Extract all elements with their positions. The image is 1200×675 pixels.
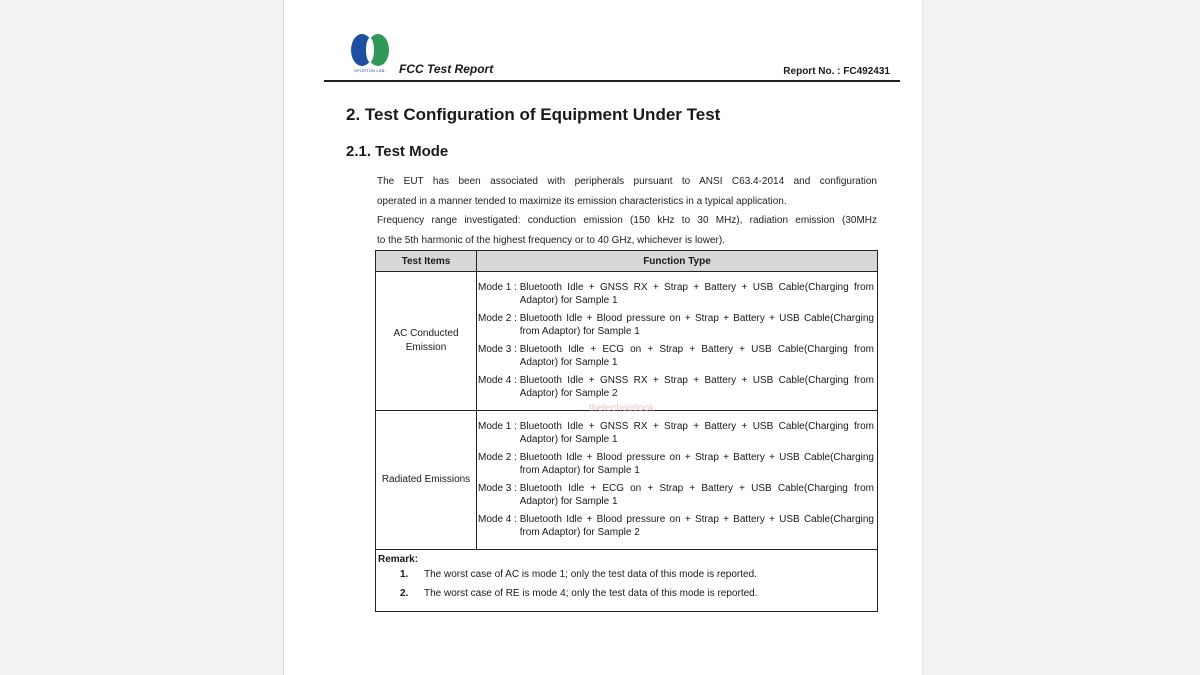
remark-cell xyxy=(376,550,878,612)
remark-title: Remark: xyxy=(378,554,419,565)
remark-number: 2. xyxy=(400,588,409,599)
mode-prefix: Mode 4 : xyxy=(478,374,517,386)
watermark: thetechoutlook xyxy=(589,403,655,414)
subsection-title: 2.1. Test Mode xyxy=(346,143,449,160)
test-item-radiated: Radiated Emissions xyxy=(376,411,477,550)
mode-entry xyxy=(478,513,874,539)
mode-prefix: Mode 3 : xyxy=(478,482,517,494)
remark-number: 1. xyxy=(400,569,409,580)
mode-text: Bluetooth Idle + Blood pressure on + Strap + Battery + USB Cable(Charging from Adaptor) for Sample 1 xyxy=(519,451,874,476)
report-page xyxy=(283,0,923,675)
mode-text: Bluetooth Idle + ECG on + Strap + Battery + USB Cable(Charging from Adaptor) for Sample 1 xyxy=(519,343,874,368)
paragraph-line: operated in a manner tended to maximize its emission characteristics in a typical application. xyxy=(377,196,787,207)
remark-item xyxy=(376,588,877,607)
mode-text: Bluetooth Idle + Blood pressure on + Strap + Battery + USB Cable(Charging from Adaptor) for Sample 1 xyxy=(519,312,874,337)
mode-text: Bluetooth Idle + GNSS RX + Strap + Battery + USB Cable(Charging from Adaptor) for Sample 2 xyxy=(519,374,874,399)
table-header-row xyxy=(376,251,878,272)
remark-item xyxy=(376,569,877,588)
header-test-items: Test Items xyxy=(376,251,477,272)
paragraph-line: The EUT has been associated with peripherals pursuant to ANSI C63.4-2014 and configuration xyxy=(377,176,877,187)
paragraph-line: to the 5th harmonic of the highest frequency or to 40 GHz, whichever is lower). xyxy=(377,235,725,246)
mode-prefix: Mode 2 : xyxy=(478,312,517,324)
mode-prefix: Mode 2 : xyxy=(478,451,517,463)
mode-text: Bluetooth Idle + GNSS RX + Strap + Battery + USB Cable(Charging from Adaptor) for Sample 1 xyxy=(519,281,874,306)
report-number: Report No. : FC492431 xyxy=(783,66,890,77)
remark-row xyxy=(376,550,878,612)
header-function-type: Function Type xyxy=(477,251,878,272)
mode-prefix: Mode 3 : xyxy=(478,343,517,355)
mode-list xyxy=(477,411,878,550)
mode-entry xyxy=(478,343,874,369)
mode-text: Bluetooth Idle + Blood pressure on + Strap + Battery + USB Cable(Charging from Adaptor) for Sample 2 xyxy=(519,513,874,538)
mode-text: Bluetooth Idle + ECG on + Strap + Battery + USB Cable(Charging from Adaptor) for Sample 1 xyxy=(519,482,874,507)
report-header xyxy=(324,28,900,82)
mode-prefix: Mode 1 : xyxy=(478,281,517,293)
test-mode-table xyxy=(375,250,878,612)
paragraph-line: Frequency range investigated: conduction emission (150 kHz to 30 MHz), radiation emission (30MHz xyxy=(377,215,877,226)
mode-prefix: Mode 4 : xyxy=(478,513,517,525)
remark-text: The worst case of AC is mode 1; only the test data of this mode is reported. xyxy=(424,569,757,580)
header-title: FCC Test Report xyxy=(399,62,494,76)
mode-entry xyxy=(478,281,874,307)
mode-list xyxy=(477,272,878,411)
remark-text: The worst case of RE is mode 4; only the test data of this mode is reported. xyxy=(424,588,758,599)
table-row xyxy=(376,411,878,550)
mode-entry xyxy=(478,451,874,477)
logo-lab-text: SPORTON LAB. xyxy=(354,68,386,73)
mode-prefix: Mode 1 : xyxy=(478,420,517,432)
mode-entry xyxy=(478,312,874,338)
mode-text: Bluetooth Idle + GNSS RX + Strap + Battery + USB Cable(Charging from Adaptor) for Sample 1 xyxy=(519,420,874,445)
mode-entry xyxy=(478,374,874,400)
test-item-ac-conducted: AC Conducted Emission xyxy=(376,272,477,411)
table-row xyxy=(376,272,878,411)
mode-entry xyxy=(478,482,874,508)
section-title: 2. Test Configuration of Equipment Under Test xyxy=(346,105,721,124)
mode-entry xyxy=(478,420,874,446)
